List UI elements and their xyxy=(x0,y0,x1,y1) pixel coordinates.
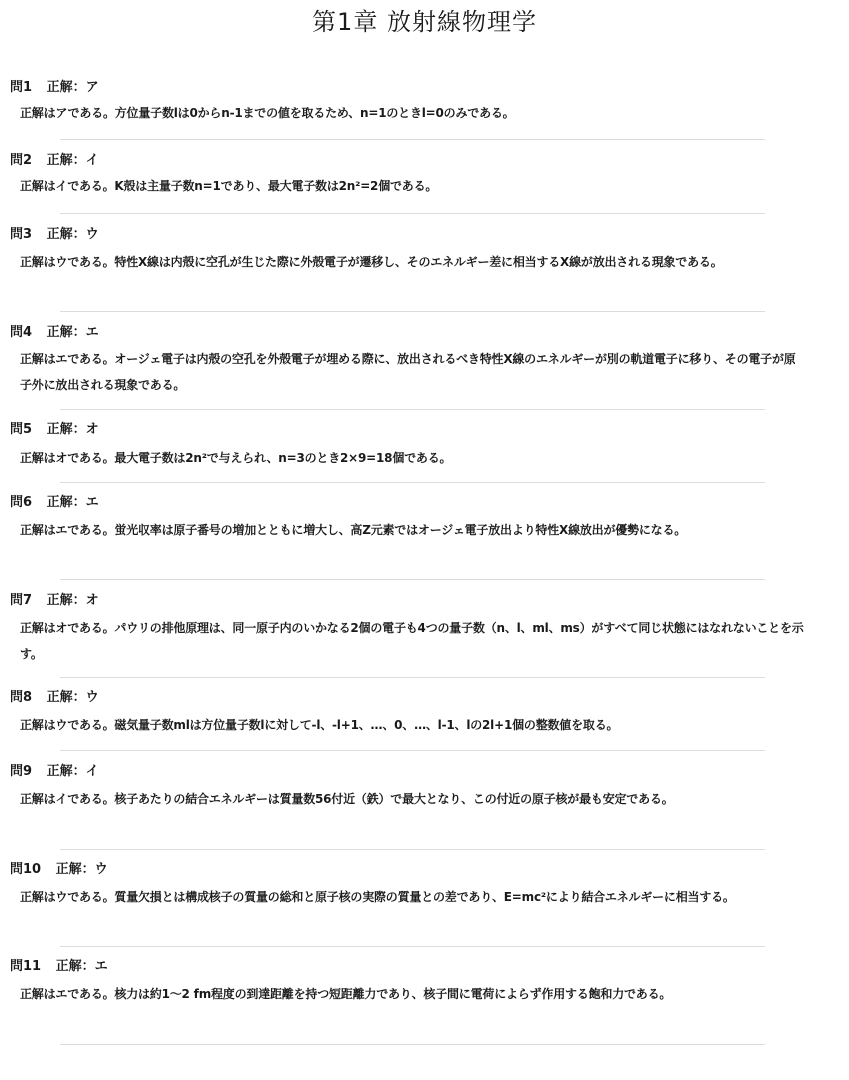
question-number: 問4 xyxy=(10,325,33,340)
explanation-text: 正解はアである。方位量子数lは0からn-1までの値を取るため、n=1のときl=0のみである。 xyxy=(20,106,515,120)
question-number: 問2 xyxy=(10,153,33,168)
explanation-text: 正解はオである。最大電子数は2n²で与えられ、n=3のとき2×9=18個である。 xyxy=(20,451,452,465)
question-header xyxy=(10,763,99,781)
question-header xyxy=(10,494,99,512)
divider xyxy=(60,213,765,214)
question-number: 問5 xyxy=(10,422,33,437)
divider xyxy=(60,677,765,678)
question-header xyxy=(10,689,99,707)
divider xyxy=(60,849,765,850)
question-number: 問6 xyxy=(10,495,33,510)
question-header xyxy=(10,592,99,610)
question-number: 問10 xyxy=(10,862,42,877)
correct-answer: 正解：ウ xyxy=(55,862,108,877)
correct-answer: 正解：エ xyxy=(55,959,108,974)
question-number: 問7 xyxy=(10,593,33,608)
explanation-text: 正解はオである。パウリの排他原理は、同一原子内のいかなる2個の電子も4つの量子数（n、l、ml、ms）がすべて同じ状態にはなれないことを示す。 xyxy=(20,621,804,661)
question-number: 問11 xyxy=(10,959,42,974)
question-number: 問9 xyxy=(10,764,33,779)
explanation-text: 正解はエである。オージェ電子は内殻の空孔を外殻電子が埋める際に、放出されるべき特性X線のエネルギーが別の軌道電子に移り、その電子が原子外に放出される現象である。 xyxy=(20,352,796,392)
question-header xyxy=(10,958,108,976)
question-header xyxy=(10,861,108,879)
divider xyxy=(60,1044,765,1045)
divider xyxy=(60,946,765,947)
question-header xyxy=(10,324,99,342)
correct-answer: 正解：ウ xyxy=(46,227,99,242)
divider xyxy=(60,311,765,312)
divider xyxy=(60,482,765,483)
page-title: 第1章 放射線物理学 xyxy=(312,8,537,36)
question-header xyxy=(10,226,99,244)
question-header xyxy=(10,152,99,170)
explanation-text: 正解はウである。特性X線は内殻に空孔が生じた際に外殻電子が遷移し、そのエネルギー差に相当するX線が放出される現象である。 xyxy=(20,255,723,269)
explanation-text: 正解はエである。核力は約1〜2 fm程度の到達距離を持つ短距離力であり、核子間に電荷によらず作用する飽和力である。 xyxy=(20,987,672,1001)
divider xyxy=(60,139,765,140)
correct-answer: 正解：ウ xyxy=(46,690,99,705)
explanation-text: 正解はイである。K殻は主量子数n=1であり、最大電子数は2n²=2個である。 xyxy=(20,179,438,193)
explanation-text: 正解はエである。蛍光収率は原子番号の増加とともに増大し、高Z元素ではオージェ電子放出より特性X線放出が優勢になる。 xyxy=(20,523,687,537)
divider xyxy=(60,750,765,751)
correct-answer: 正解：オ xyxy=(46,422,99,437)
question-number: 問3 xyxy=(10,227,33,242)
explanation-text: 正解はウである。磁気量子数mlは方位量子数lに対して-l、-l+1、…、0、…、l-1、lの2l+1個の整数値を取る。 xyxy=(20,718,619,732)
correct-answer: 正解：エ xyxy=(46,325,99,340)
explanation-text: 正解はイである。核子あたりの結合エネルギーは質量数56付近（鉄）で最大となり、この付近の原子核が最も安定である。 xyxy=(20,792,674,806)
correct-answer: 正解：エ xyxy=(46,495,99,510)
correct-answer: 正解：イ xyxy=(46,153,99,168)
divider xyxy=(60,579,765,580)
question-header xyxy=(10,79,99,97)
question-number: 問8 xyxy=(10,690,33,705)
divider xyxy=(60,409,765,410)
correct-answer: 正解：オ xyxy=(46,593,99,608)
correct-answer: 正解：ア xyxy=(46,80,99,95)
question-header xyxy=(10,421,99,439)
explanation-text: 正解はウである。質量欠損とは構成核子の質量の総和と原子核の実際の質量との差であり、E=mc²により結合エネルギーに相当する。 xyxy=(20,890,735,904)
question-number: 問1 xyxy=(10,80,33,95)
correct-answer: 正解：イ xyxy=(46,764,99,779)
